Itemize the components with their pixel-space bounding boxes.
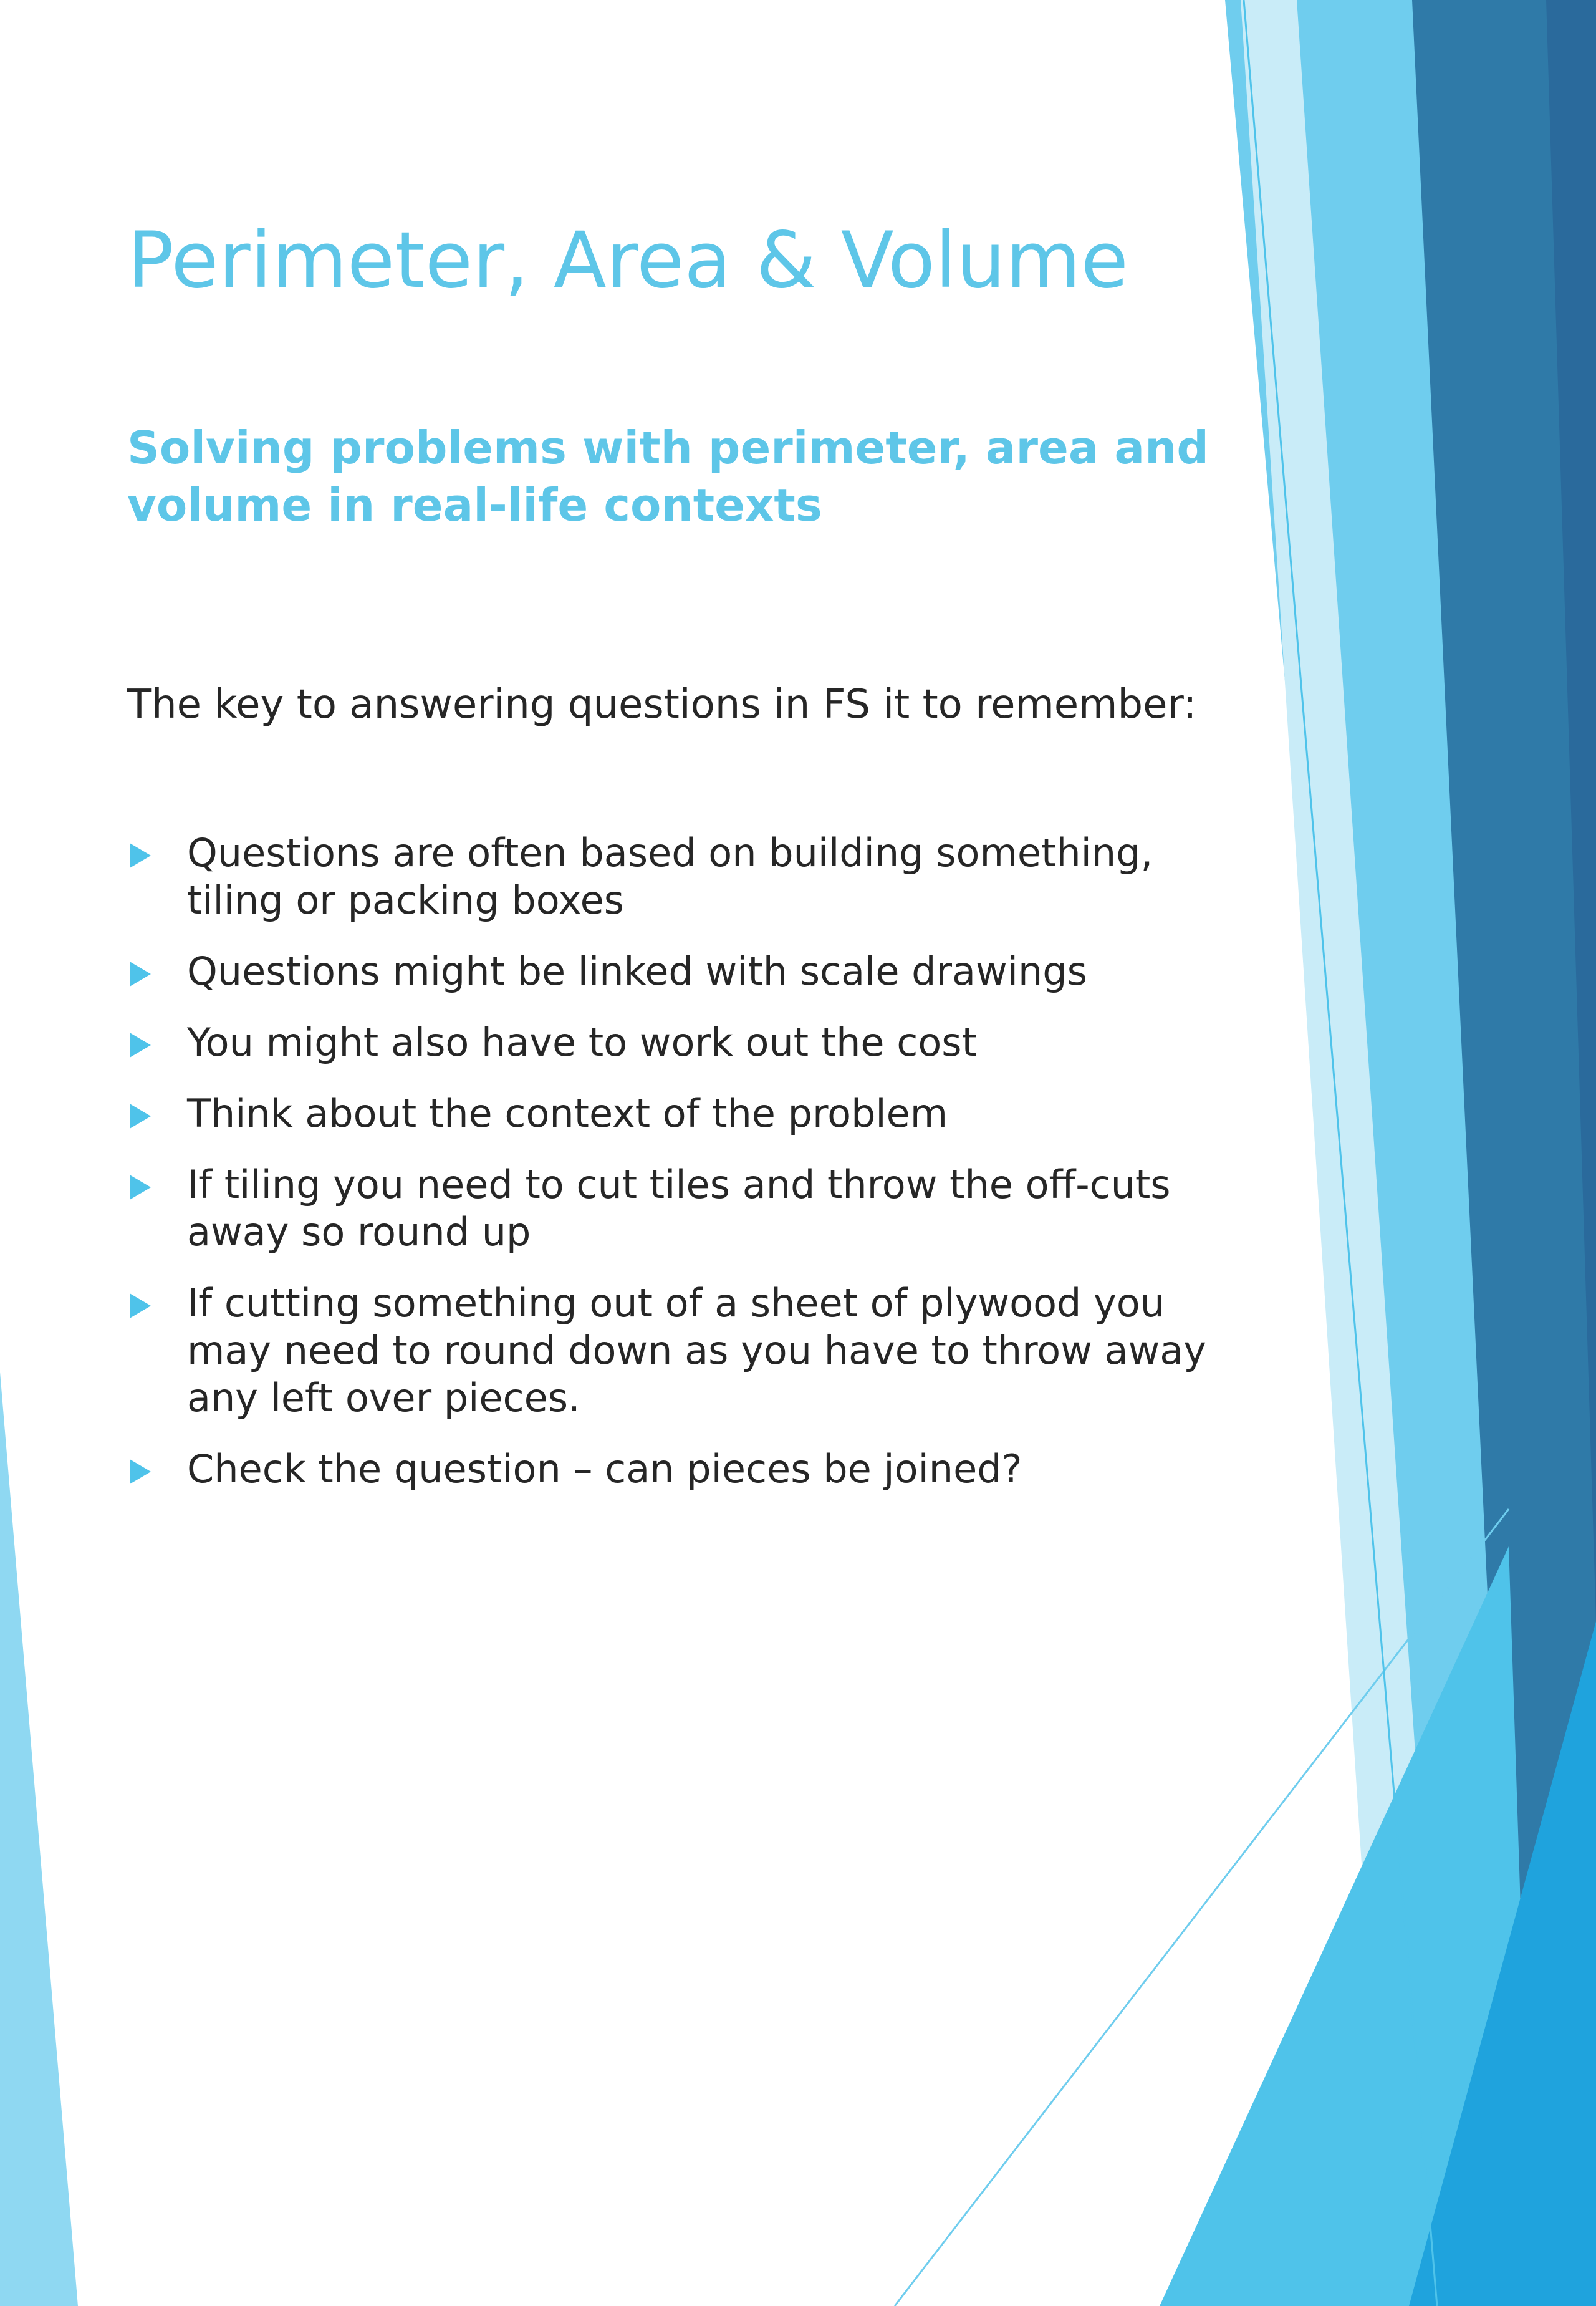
slide-subtitle: Solving problems with perimeter, area and volume in real-life contexts [127,422,1209,531]
bullet-item [127,1161,1224,1256]
triangle-bullet-icon [130,962,151,987]
bullet-item [127,829,1224,924]
bullet-item [127,1445,1224,1493]
triangle-bullet-icon [130,1104,151,1129]
bullet-item [127,1019,1224,1066]
triangle-bullet-icon [130,1175,151,1200]
bullet-text: You might also have to work out the cost [187,1020,977,1065]
slide-title: Perimeter, Area & Volume [127,216,1128,306]
triangle-bullet-icon [130,1033,151,1058]
bullet-text: Questions are often based on building something, tiling or packing boxes [187,830,1153,923]
bullet-item [127,1280,1224,1422]
bullet-text: Questions might be linked with scale drawings [187,948,1087,994]
bullet-text: Check the question – can pieces be joined? [187,1446,1022,1492]
bullet-item [127,1090,1224,1137]
bullet-text: If tiling you need to cut tiles and throw the off-cuts away so round up [187,1162,1171,1255]
bullet-text: Think about the context of the problem [187,1091,948,1136]
bullet-item [127,948,1224,995]
triangle-bullet-icon [130,1293,151,1318]
bullet-list [127,829,1224,1517]
triangle-bullet-icon [130,843,151,868]
intro-text: The key to answering questions in FS it to remember: [127,682,1197,728]
bullet-text: If cutting something out of a sheet of plywood you may need to round down as you have to throw away any left over pieces. [187,1280,1206,1421]
triangle-bullet-icon [130,1459,151,1484]
